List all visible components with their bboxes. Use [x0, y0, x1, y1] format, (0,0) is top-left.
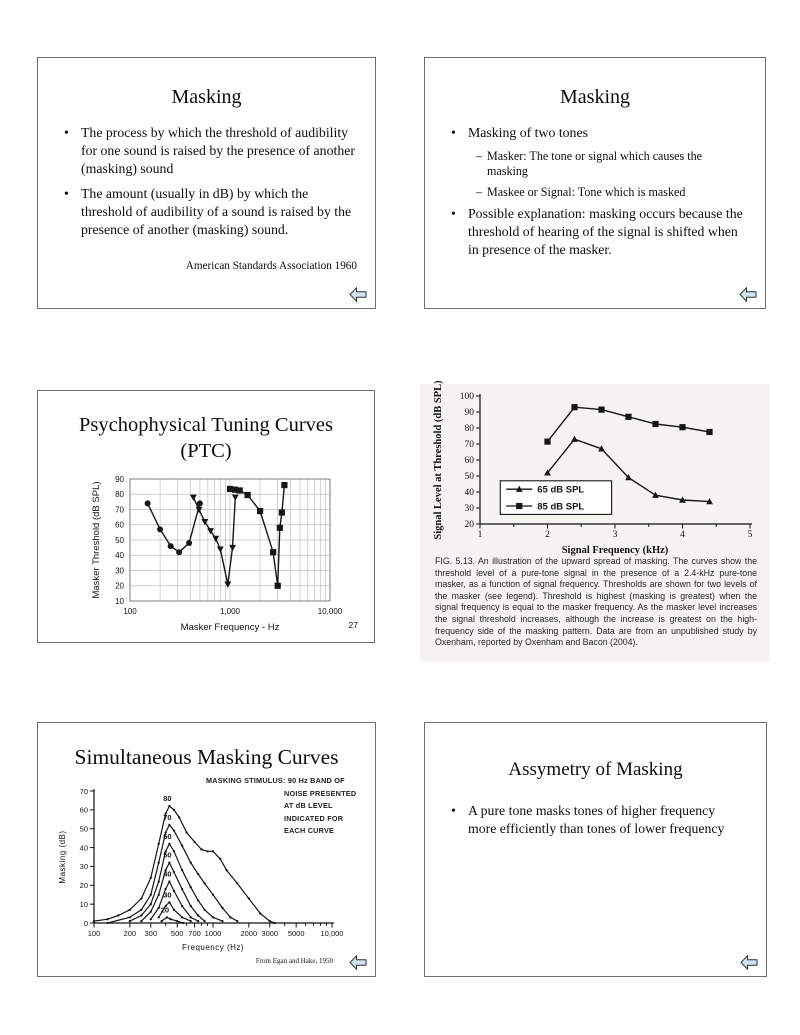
svg-text:90: 90	[464, 407, 474, 418]
svg-text:1,000: 1,000	[219, 607, 241, 616]
svg-text:Frequency (Hz): Frequency (Hz)	[181, 943, 245, 952]
svg-text:2000: 2000	[240, 929, 258, 938]
svg-text:50: 50	[115, 535, 124, 545]
dash-marker: –	[476, 148, 483, 163]
svg-text:40: 40	[79, 843, 88, 853]
bullet-list	[451, 124, 745, 259]
back-arrow-button[interactable]	[740, 955, 758, 970]
figure-caption: FIG. 5.13. An illustration of the upward spread of masking. The curves show the threshold level of a pure-tone signal in the presence of a 2.4-kHz pure-tone masker, as a function of signal frequency. Thresholds are shown for two levels of the masker (see legend). Threshold is highest (masking is greatest) when the signal frequency is equal to the masker frequency. As the masker level increases the signal threshold increases, although the increase is greatest on the high-frequency side of the masking pattern. Data are from an unpublished study by Oxenham, reported by Oxenham and Bacon (2004).	[435, 556, 757, 648]
svg-text:60: 60	[79, 805, 88, 815]
svg-text:Signal Frequency (kHz): Signal Frequency (kHz)	[561, 545, 669, 556]
svg-text:70: 70	[115, 505, 124, 515]
svg-text:10: 10	[79, 899, 88, 909]
svg-text:60: 60	[163, 831, 172, 841]
svg-text:0: 0	[83, 918, 88, 928]
svg-text:10: 10	[115, 596, 124, 606]
attribution-text: From Egan and Hake, 1950	[255, 957, 333, 965]
svg-text:500: 500	[170, 929, 184, 938]
svg-text:50: 50	[464, 471, 474, 482]
left-arrow-icon	[349, 287, 367, 302]
svg-text:30: 30	[115, 566, 124, 576]
list-item	[451, 802, 732, 838]
sub-bullet-text: Masker: The tone or signal which causes the masking	[487, 148, 703, 179]
svg-text:100: 100	[459, 391, 474, 402]
dash-marker: –	[476, 184, 483, 199]
slide-masking-two-tones	[424, 57, 766, 309]
bullet-marker: •	[64, 185, 69, 201]
svg-text:4: 4	[680, 530, 685, 540]
bullet-text: Possible explanation: masking occurs because the threshold of hearing of the signal is shifted when in presence of the masker.	[468, 206, 743, 258]
note-line: INDICATED FOR	[284, 813, 344, 823]
note-line: NOISE PRESENTED	[284, 788, 357, 798]
bullet-marker: •	[451, 206, 456, 222]
svg-text:1: 1	[477, 530, 483, 540]
svg-text:300: 300	[144, 929, 158, 938]
slide-title: Assymetry of Masking	[508, 759, 683, 780]
bullet-text: A pure tone masks tones of higher frequency more efficiently than tones of lower frequency	[468, 802, 725, 836]
note-line: AT dB LEVEL	[284, 801, 333, 811]
bullet-list	[64, 124, 355, 239]
ptc-chart	[88, 473, 352, 633]
svg-text:20: 20	[160, 905, 170, 915]
svg-text:60: 60	[464, 455, 474, 466]
left-arrow-icon	[740, 955, 758, 970]
bullet-list	[451, 802, 732, 838]
svg-text:50: 50	[163, 850, 172, 860]
svg-text:1000: 1000	[204, 929, 222, 938]
svg-text:70: 70	[79, 786, 88, 796]
sub-list-item	[476, 185, 737, 200]
svg-text:100: 100	[123, 607, 137, 616]
slide-upward-spread-figure	[420, 380, 770, 662]
svg-text:90: 90	[115, 474, 124, 484]
bullet-marker: •	[64, 125, 69, 140]
svg-text:Masking (dB): Masking (dB)	[58, 830, 67, 884]
list-item	[64, 185, 355, 239]
list-item	[64, 124, 355, 178]
bullet-marker: •	[451, 125, 456, 140]
svg-text:80: 80	[115, 490, 124, 500]
svg-text:5000: 5000	[287, 929, 305, 938]
svg-text:70: 70	[163, 812, 172, 822]
svg-text:10,000: 10,000	[320, 929, 344, 938]
slide-title-line1: Psychophysical Tuning Curves	[79, 414, 333, 436]
slide-title: Masking	[560, 86, 630, 108]
slide-asymmetry-of-masking	[424, 722, 767, 977]
slide-title-line2: (PTC)	[180, 439, 232, 462]
sub-list-item	[476, 149, 737, 180]
bullet-text: Masking of two tones	[468, 125, 588, 140]
svg-text:30: 30	[464, 503, 474, 514]
page-number: 27	[348, 620, 358, 630]
svg-text:85 dB SPL: 85 dB SPL	[537, 501, 585, 513]
back-arrow-button[interactable]	[349, 955, 367, 970]
masking-stimulus-note	[206, 775, 378, 838]
svg-text:20: 20	[464, 519, 474, 530]
svg-text:50: 50	[79, 824, 88, 834]
svg-text:10,000: 10,000	[317, 607, 343, 616]
slide-title: Simultaneous Masking Curves	[74, 745, 339, 769]
svg-text:20: 20	[79, 881, 88, 891]
sub-bullet-text: Maskee or Signal: Tone which is masked	[487, 184, 686, 199]
back-arrow-button[interactable]	[739, 287, 757, 302]
svg-text:40: 40	[464, 487, 474, 498]
svg-text:Masker Frequency - Hz: Masker Frequency - Hz	[180, 622, 280, 633]
list-item	[451, 124, 745, 142]
slide-title: Masking	[171, 86, 242, 108]
svg-text:100: 100	[87, 929, 101, 938]
svg-text:30: 30	[163, 890, 172, 900]
svg-text:80: 80	[163, 794, 172, 804]
svg-text:2: 2	[545, 530, 550, 540]
svg-text:700: 700	[188, 929, 201, 938]
svg-text:65 dB SPL: 65 dB SPL	[537, 484, 585, 496]
svg-text:60: 60	[115, 520, 124, 530]
slide-simultaneous-masking-curves	[37, 722, 376, 977]
svg-text:Signal Level at Threshold (dB: Signal Level at Threshold (dB SPL)	[433, 380, 444, 540]
svg-text:3000: 3000	[261, 929, 279, 938]
bullet-marker: •	[451, 802, 456, 818]
svg-text:80: 80	[464, 423, 474, 434]
back-arrow-button[interactable]	[349, 287, 367, 302]
slide-psychophysical-tuning-curves	[37, 390, 375, 643]
svg-text:40: 40	[115, 551, 124, 561]
bullet-text: The amount (usually in dB) by which the threshold of audibility of a sound is raised by the presence of another (masking) sound.	[81, 185, 352, 237]
note-line: MASKING STIMULUS: 90 Hz BAND OF	[206, 776, 345, 785]
svg-text:30: 30	[79, 862, 88, 872]
bullet-text: The process by which the threshold of audibility for one sound is raised by the presence of another (masking) sound	[81, 125, 355, 176]
svg-text:40: 40	[163, 869, 172, 879]
note-line: EACH CURVE	[284, 826, 335, 836]
svg-text:Masker Threshold (dB SPL): Masker Threshold (dB SPL)	[91, 481, 102, 599]
left-arrow-icon	[739, 287, 757, 302]
svg-text:20: 20	[115, 581, 124, 591]
svg-text:5: 5	[747, 530, 753, 540]
svg-text:200: 200	[123, 929, 137, 938]
attribution-text: American Standards Association 1960	[185, 260, 357, 272]
upward-spread-chart	[430, 380, 766, 556]
left-arrow-icon	[349, 955, 367, 970]
list-item	[451, 205, 745, 259]
svg-text:3: 3	[612, 530, 618, 540]
svg-text:70: 70	[464, 439, 474, 450]
slide-masking-definition	[37, 57, 376, 309]
